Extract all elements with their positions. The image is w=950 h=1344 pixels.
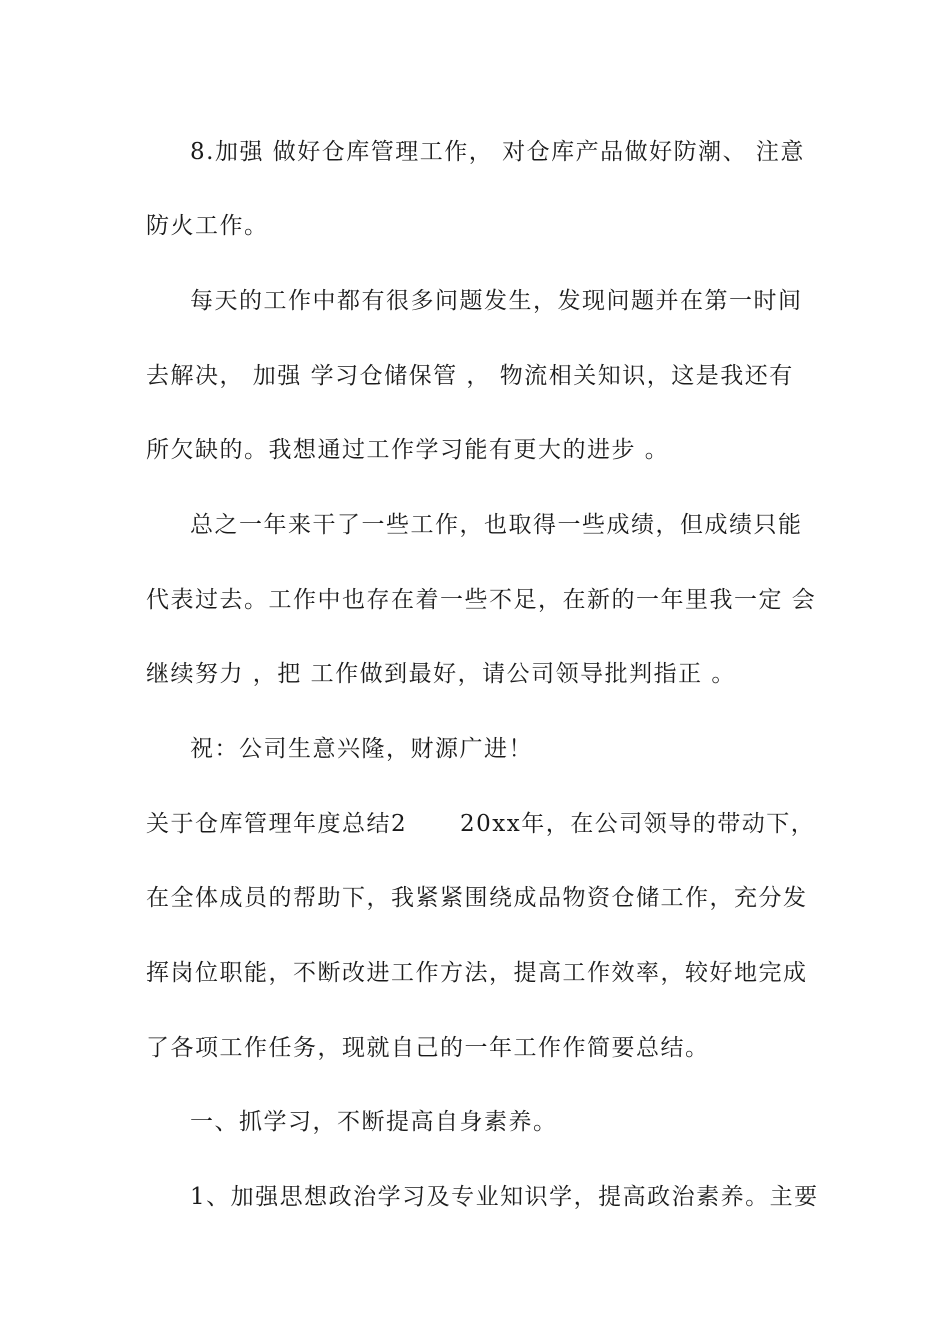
paragraph-line-15: 1、加强思想政治学习及专业知识学，提高政治素养。主要 <box>190 1184 819 1210</box>
paragraph-line-12: 挥岗位职能，不断改进工作方法，提高工作效率，较好地完成 <box>146 960 808 986</box>
paragraph-line-14: 一、抓学习，不断提高自身素养。 <box>190 1109 558 1135</box>
section-heading-line: 关于仓库管理年度总结2 20xx年，在公司领导的带动下， <box>146 811 816 837</box>
paragraph-line-4: 去解决， 加强 学习仓储保管 ， 物流相关知识，这是我还有 <box>146 363 794 389</box>
paragraph-line-7: 代表过去。工作中也存在着一些不足，在新的一年里我一定 会 <box>146 587 817 613</box>
paragraph-line-13: 了各项工作任务，现就自己的一年工作作简要总结。 <box>146 1035 710 1061</box>
paragraph-line-3: 每天的工作中都有很多问题发生，发现问题并在第一时间 <box>190 288 803 314</box>
paragraph-line-2: 防火工作。 <box>146 213 269 239</box>
paragraph-line-6: 总之一年来干了一些工作，也取得一些成绩，但成绩只能 <box>190 512 803 538</box>
paragraph-line-8: 继续努力 ，把 工作做到最好，请公司领导批判指正 。 <box>146 661 736 687</box>
paragraph-line-11: 在全体成员的帮助下，我紧紧围绕成品物资仓储工作，充分发 <box>146 885 808 911</box>
paragraph-line-9: 祝：公司生意兴隆，财源广进！ <box>190 736 533 762</box>
paragraph-line-1: 8.加强 做好仓库管理工作， 对仓库产品做好防潮、 注意 <box>190 139 805 165</box>
paragraph-line-5: 所欠缺的。我想通过工作学习能有更大的进步 。 <box>146 437 670 463</box>
